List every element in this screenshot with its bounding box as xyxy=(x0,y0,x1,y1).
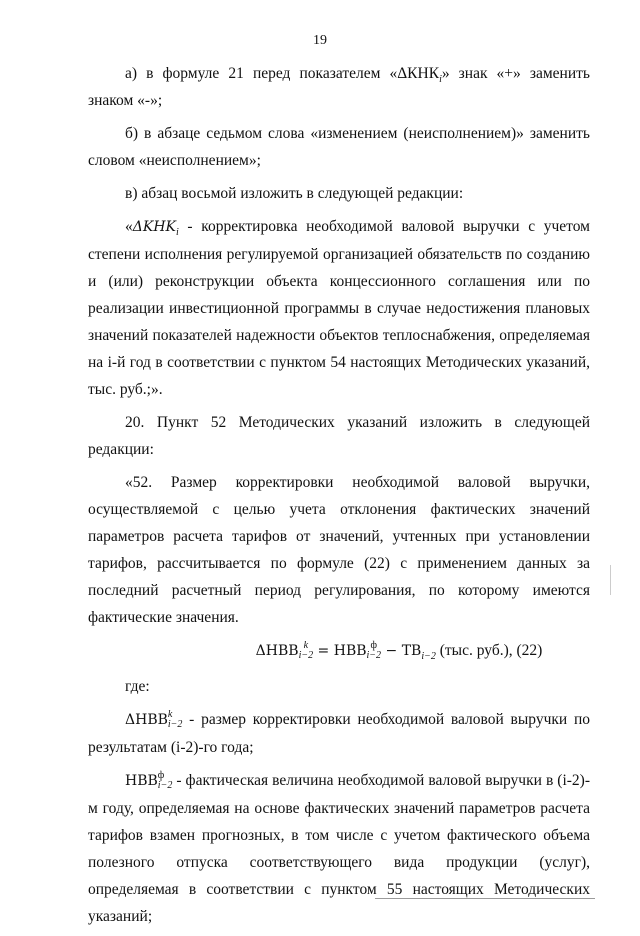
paragraph-a-text: а) в формуле 21 перед показателем «ΔКНК xyxy=(125,65,440,82)
dknk-symbol: ΔKHK xyxy=(132,219,176,235)
open-quote: « xyxy=(125,218,133,235)
document-body xyxy=(88,60,590,936)
paragraph-b: б) в абзаце седьмом слова «изменением (неисполнением)» заменить словом «неисполнением»; xyxy=(88,125,590,169)
formula-term1-sup: ф xyxy=(370,640,378,652)
definition-delta-nvv xyxy=(88,706,590,761)
paragraph-a xyxy=(88,60,590,114)
where-label: где: xyxy=(125,678,150,695)
dknk-subscript: i xyxy=(176,227,179,239)
dknk-definition-text: - корректировка необходимой валовой выручки с учетом степени исполнения регулируемой организацией обязательств по созданию и (или) реконструкции объекта концессионного соглашения или по реализации инвестиционной программы в случае недостижения плановых значений показателей надежности объектов теплоснабжения, определяемая на i-й год в соответствии с пунктом 54 настоящих Методических указаний, тыс. руб.;». xyxy=(88,218,590,398)
def1-symbol: ΔHBB xyxy=(125,712,168,728)
scan-margin-mark xyxy=(610,565,611,595)
def1-sub: i−2 xyxy=(167,719,183,731)
formula-lhs: ΔHBB xyxy=(255,643,299,659)
def1-text: - размер корректировки необходимой валовой выручки по результатам (i-2)-го года; xyxy=(88,711,590,756)
def2-text: - фактическая величина необходимой валовой выручки в (i-2)-м году, определяемая на основе фактических значений параметров расчета тарифов взамен прогнозных, в том числе с учетом фактического объема полезного отпуска соответствующего вида продукции (услуг), определяемая в соответствии с пунктом 55 настоящих Методических указаний; xyxy=(88,772,590,925)
formula-tail: (тыс. руб.), (22) xyxy=(435,642,543,659)
formula-lhs-sup: k xyxy=(303,640,309,652)
def2-sup: ф xyxy=(157,770,165,782)
page-number: 19 xyxy=(313,33,327,48)
def1-sup: k xyxy=(167,709,173,721)
formula-equals: = xyxy=(313,643,334,659)
formula-22 xyxy=(88,637,590,665)
formula-term1: HBB xyxy=(333,643,367,659)
paragraph-a-subscript: i xyxy=(439,74,442,86)
formula-lhs-sub: i−2 xyxy=(298,650,314,662)
definition-nvv-fact xyxy=(88,767,590,930)
bottom-rule xyxy=(375,898,595,899)
formula-minus: − xyxy=(381,643,402,659)
paragraph-20: 20. Пункт 52 Методических указаний изложить в следующей редакции: xyxy=(88,414,590,458)
formula-term2: TB xyxy=(401,643,422,659)
def2-sub: i−2 xyxy=(157,780,173,792)
formula-term1-sub: i−2 xyxy=(366,650,382,662)
formula-term2-sub: i−2 xyxy=(421,651,436,663)
paragraph-dknk-definition xyxy=(88,213,590,403)
def2-symbol: HBB xyxy=(125,773,158,789)
paragraph-a-text-end: » знак «+» заменить знаком «-»; xyxy=(88,65,590,109)
paragraph-v: в) абзац восьмой изложить в следующей редакции: xyxy=(125,185,464,202)
paragraph-52: «52. Размер корректировки необходимой валовой выручки, осуществляемой с целью учета отклонения фактических значений параметров расчета тарифов от значений, учтенных при установлении тарифов, рассчитывается по формуле (22) с применением данных за последний расчетный период регулирования, по которому имеются фактические значения. xyxy=(88,474,590,626)
